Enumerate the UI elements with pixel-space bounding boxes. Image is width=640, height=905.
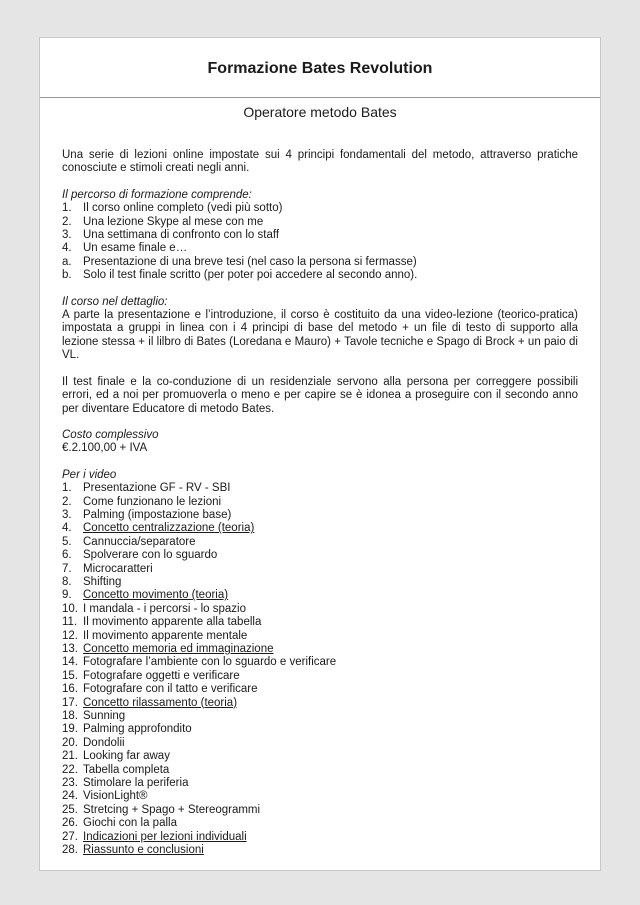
section-costo [62, 429, 578, 456]
list-item [62, 269, 578, 282]
item-label: Una settimana di confronto con lo staff [83, 229, 280, 242]
list-item [62, 256, 578, 269]
item-label: I mandala - i percorsi - lo spazio [83, 602, 246, 615]
item-label: Il movimento apparente mentale [83, 629, 248, 642]
item-number: 10. [62, 602, 78, 615]
video-list [62, 482, 578, 857]
item-number: 8. [62, 575, 72, 588]
item-number: 6. [62, 549, 72, 562]
item-label: Sunning [83, 710, 126, 723]
item-number: 3. [62, 229, 72, 242]
item-number: 20. [62, 736, 78, 749]
list-item [62, 549, 578, 562]
item-label: Stimolare la periferia [83, 777, 189, 790]
item-label: Solo il test finale scritto (per poter poi accedere al secondo anno). [83, 269, 418, 282]
document-subtitle: Operatore metodo Bates [243, 104, 397, 120]
list-item [62, 804, 578, 817]
item-number: 17. [62, 696, 78, 709]
costo-value: €.2.100,00 + IVA [62, 442, 148, 455]
item-number: 19. [62, 723, 78, 736]
item-number: 27. [62, 830, 78, 843]
item-label: Concetto centralizzazione (teoria) [83, 522, 255, 535]
list-item [62, 683, 578, 696]
item-number: 3. [62, 508, 72, 521]
intro-paragraph: Una serie di lezioni online impostate sui 4 principi fondamentali del metodo, attraverso pratiche conosciute e stimoli creati negli anni. [62, 149, 578, 175]
title-divider [40, 97, 600, 98]
item-label: Dondolii [83, 736, 125, 749]
item-number: 2. [62, 215, 72, 228]
item-number: 7. [62, 562, 72, 575]
list-item [62, 576, 578, 589]
document-body [40, 149, 600, 858]
list-item [62, 670, 578, 683]
list-item [62, 737, 578, 750]
item-label: Palming (impostazione base) [83, 508, 232, 521]
list-item [62, 697, 578, 710]
item-number: 1. [62, 482, 72, 495]
item-number: 24. [62, 790, 78, 803]
item-label: VisionLight® [83, 790, 148, 803]
item-number: 2. [62, 495, 72, 508]
item-number: 9. [62, 589, 72, 602]
item-number: a. [62, 255, 72, 268]
item-label: Tabella completa [83, 763, 170, 776]
item-number: 4. [62, 522, 72, 535]
item-number: 22. [62, 763, 78, 776]
list-item [62, 764, 578, 777]
item-number: 1. [62, 202, 72, 215]
item-label: Stretcing + Spago + Stereogrammi [83, 803, 261, 816]
item-label: Fotografare l’ambiente con lo sguardo e verificare [83, 656, 337, 669]
item-label: Giochi con la palla [83, 817, 177, 830]
item-label: Indicazioni per lezioni individuali [83, 830, 247, 843]
item-number: 4. [62, 242, 72, 255]
item-number: 18. [62, 710, 78, 723]
list-item [62, 831, 578, 844]
item-label: Una lezione Skype al mese con me [83, 215, 264, 228]
dettaglio-paragraph-1: A parte la presentazione e l’introduzione, il corso è costituito da una video-lezione (teorico-pratica) impostata a gruppi in linea con i 4 principi di base del metodo + un file di testo di supporto alla lezione stessa + il lilbro di Bates (Loredana e Mauro) + Tavole tecniche e Spago di Brock + un paio di VL. [62, 309, 578, 362]
list-item [62, 229, 578, 242]
list-item [62, 630, 578, 643]
list-item [62, 790, 578, 803]
list-item [62, 589, 578, 602]
dettaglio-paragraph-2: Il test finale e la co-conduzione di un residenziale servono alla persona per correggere possibili errori, ed a noi per promuoverla o meno e per capire se è idonea a proseguire con il secondo anno per diventare Educatore di metodo Bates. [62, 375, 578, 415]
item-label: Come funzionano le lezioni [83, 495, 222, 508]
section-dettaglio [62, 296, 578, 363]
item-number: 21. [62, 750, 78, 763]
list-item [62, 844, 578, 857]
item-number: 5. [62, 535, 72, 548]
item-label: Spolverare con lo sguardo [83, 549, 218, 562]
list-item [62, 656, 578, 669]
item-label: Fotografare con il tatto e verificare [83, 683, 258, 696]
list-item [62, 496, 578, 509]
item-label: Il movimento apparente alla tabella [83, 616, 262, 629]
section-videos [62, 469, 578, 858]
list-item [62, 536, 578, 549]
item-label: Shifting [83, 575, 122, 588]
item-number: 12. [62, 629, 78, 642]
list-item [62, 509, 578, 522]
item-number: 15. [62, 669, 78, 682]
item-number: 23. [62, 777, 78, 790]
list-item [62, 482, 578, 495]
item-label: Un esame finale e… [83, 242, 188, 255]
item-number: b. [62, 269, 72, 282]
list-item [62, 242, 578, 255]
list-item [62, 603, 578, 616]
costo-heading: Costo complessivo [62, 428, 159, 441]
list-item [62, 202, 578, 215]
list-item [62, 723, 578, 736]
item-label: Concetto memoria ed immaginazione [83, 643, 274, 655]
videos-heading: Per i video [62, 468, 117, 481]
item-label: Microcaratteri [83, 562, 153, 575]
list-item [62, 616, 578, 629]
item-label: Riassunto e conclusioni [83, 844, 204, 857]
item-label: Palming approfondito [83, 723, 192, 736]
item-number: 11. [62, 616, 78, 629]
section-percorso [62, 189, 578, 283]
list-item [62, 216, 578, 229]
item-number: 26. [62, 817, 78, 830]
list-item [62, 817, 578, 830]
list-item [62, 777, 578, 790]
list-item [62, 643, 578, 656]
list-item [62, 563, 578, 576]
item-label: Concetto movimento (teoria) [83, 589, 229, 602]
percorso-heading: Il percorso di formazione comprende: [62, 188, 252, 201]
item-label: Fotografare oggetti e verificare [83, 669, 240, 682]
item-number: 14. [62, 656, 78, 669]
item-label: Cannuccia/separatore [83, 535, 196, 548]
percorso-list [62, 202, 578, 282]
list-item [62, 710, 578, 723]
item-label: Il corso online completo (vedi più sotto) [83, 202, 283, 215]
item-label: Concetto rilassamento (teoria) [83, 696, 238, 709]
list-item [62, 522, 578, 535]
document-page [39, 37, 601, 871]
list-item [62, 750, 578, 763]
item-number: 28. [62, 844, 78, 857]
item-label: Presentazione di una breve tesi (nel caso la persona si fermasse) [83, 255, 417, 268]
item-number: 13. [62, 643, 78, 655]
item-label: Looking far away [83, 750, 170, 763]
item-label: Presentazione GF - RV - SBI [83, 482, 231, 495]
dettaglio-heading: Il corso nel dettaglio: [62, 295, 168, 308]
item-number: 25. [62, 803, 78, 816]
document-title: Formazione Bates Revolution [207, 60, 433, 77]
item-number: 16. [62, 683, 78, 696]
